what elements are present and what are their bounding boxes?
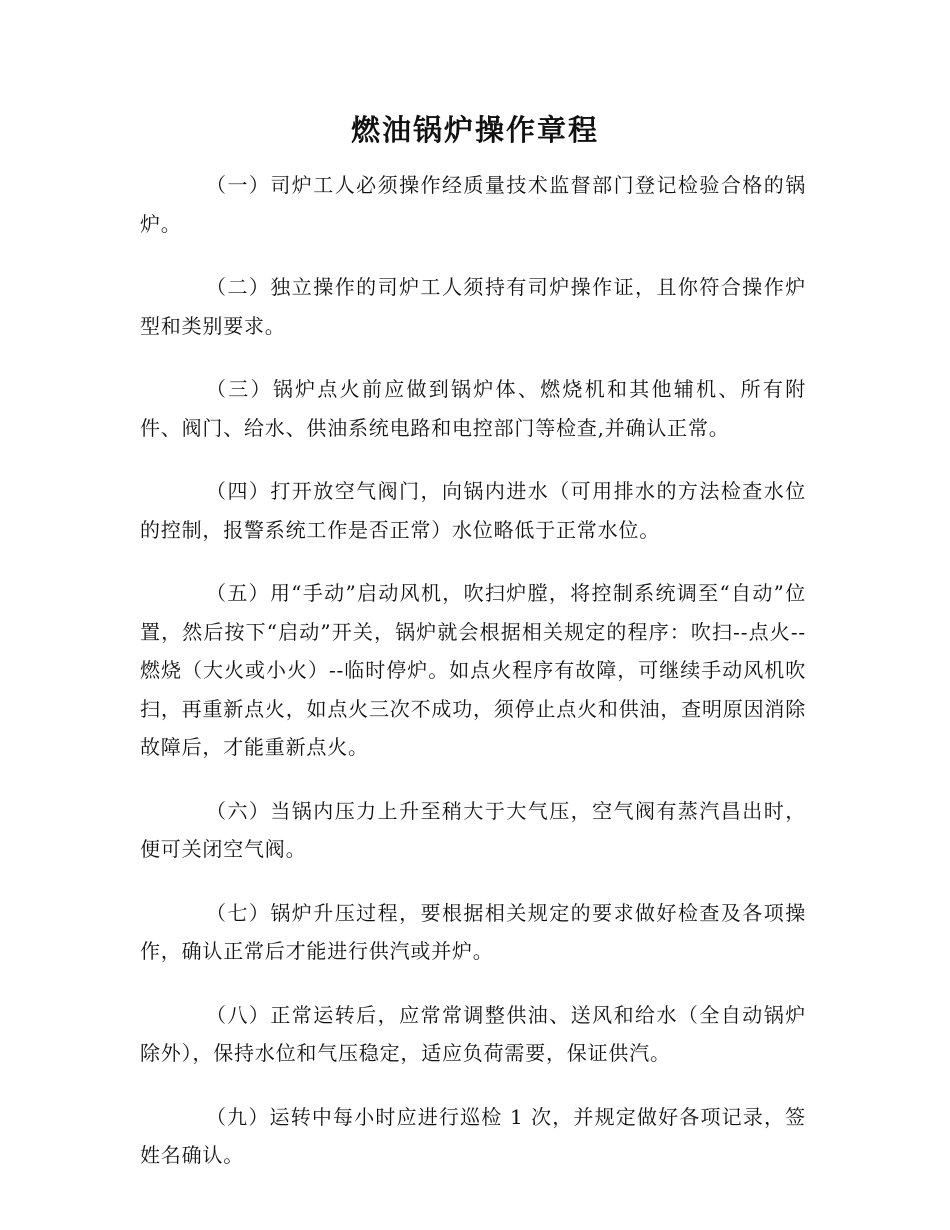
paragraph-7: （七）锅炉升压过程，要根据相关规定的要求做好检查及各项操作，确认正常后才能进行供汽或并炉。 <box>140 900 806 963</box>
paragraph-3: （三）锅炉点火前应做到锅炉体、燃烧机和其他辅机、所有附件、阀门、给水、供油系统电路和电控部门等检查,并确认正常。 <box>140 377 806 440</box>
paragraph-2: （二）独立操作的司炉工人须持有司炉操作证，且你符合操作炉型和类别要求。 <box>140 275 806 338</box>
paragraph-5: （五）用“手动”启动风机，吹扫炉膛，将控制系统调至“自动”位置，然后按下“启动”开关，锅炉就会根据相关规定的程序：吹扫--点火--燃烧（大火或小火）--临时停炉。如点火程序有故障，可继续手动风机吹扫，再重新点火，如点火三次不成功，须停止点火和供油，查明原因消除故障后，才能重新点火。 <box>140 581 806 759</box>
paragraph-9: （九）运转中每小时应进行巡检 1 次，并规定做好各项记录，签姓名确认。 <box>140 1104 806 1167</box>
paragraph-1: （一）司炉工人必须操作经质量技术监督部门登记检验合格的锅炉。 <box>140 173 806 236</box>
paragraph-4: （四）打开放空气阀门，向锅内进水（可用排水的方法检查水位的控制，报警系统工作是否正常）水位略低于正常水位。 <box>140 479 806 542</box>
document-body <box>140 166 806 1200</box>
document-title: 燃油锅炉操作章程 <box>350 113 599 147</box>
paragraph-6: （六）当锅内压力上升至稍大于大气压，空气阀有蒸汽昌出时，便可关闭空气阀。 <box>140 798 806 861</box>
paragraph-8: （八）正常运转后，应常常调整供油、送风和给水（全自动锅炉除外），保持水位和气压稳定，适应负荷需要，保证供汽。 <box>140 1002 806 1065</box>
